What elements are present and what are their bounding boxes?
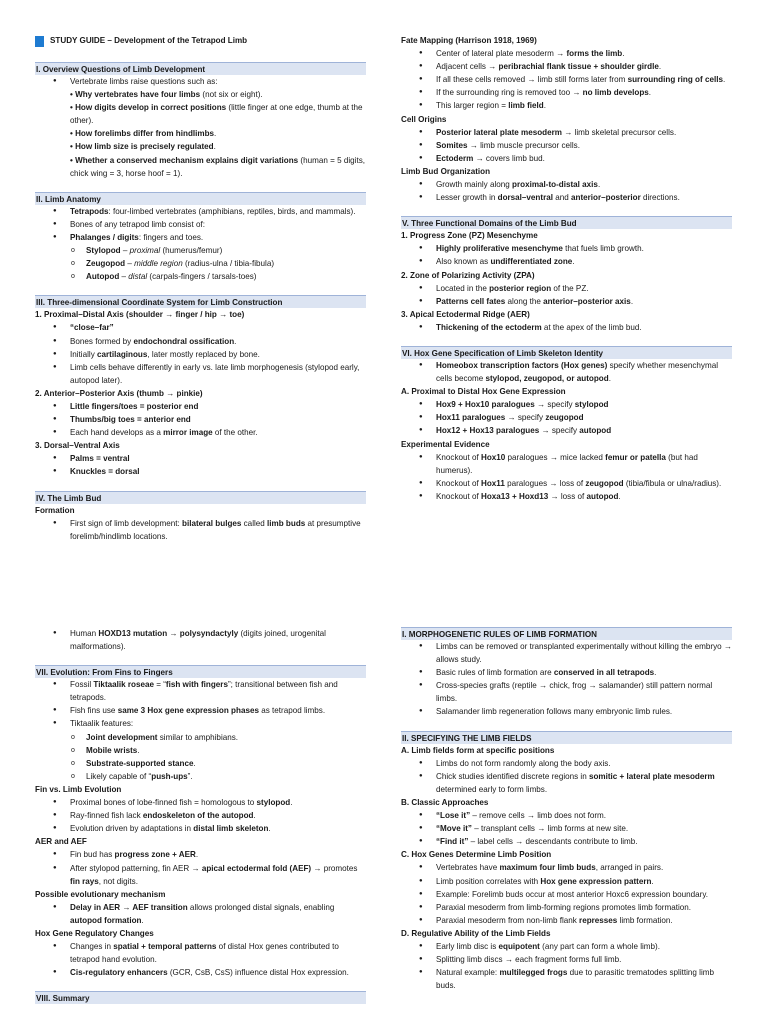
list-item: ● Fin bud has progress zone + AER. (53, 848, 366, 861)
list-subline: • Why vertebrates have four limbs (not six or eight). (70, 90, 263, 100)
spacer (401, 204, 732, 216)
list-item: ● Limbs can be removed or transplanted experimentally without killing the embryo → allows study. (419, 640, 732, 666)
subsection-heading: B. Classic Approaches (401, 797, 489, 807)
bullet-list (419, 321, 732, 334)
list-item: ● Knockout of Hox11 paralogues → loss of zeugopod (tibia/fibula or ulna/radius). (419, 477, 732, 490)
list-subline: • How limb size is precisely regulated. (70, 142, 216, 152)
sub-list-item: o Likely capable of “push-ups”. (71, 770, 366, 783)
bullet-list (419, 809, 732, 848)
subsection-heading: Fate Mapping (Harrison 1918, 1969) (401, 36, 537, 45)
bullet-list (419, 47, 732, 112)
subsection-heading: A. Proximal to Distal Hox Gene Expression (401, 387, 566, 397)
list-item: ● Tiktaalik features: (53, 717, 366, 730)
list-item: ● Also known as undifferentiated zone. (419, 255, 732, 268)
list-item: ● Vertebrate limbs raise questions such as: • Why vertebrates have four limbs (not six or eight). • How digits develop in correct positions (little finger at one edge, thumb at the other). • How forelimbs differ from hindlimbs. • How limb size is precisely regulated. • Whether a conserved mechanism explains digit variations (human = 5 digits, chick wing = 3, horse hoof = 1). (53, 75, 366, 180)
list-item: ● “Find it” – label cells → descendants contribute to limb. (419, 835, 732, 848)
list-item: ● Cross-species grafts (reptile → chick, frog → salamander) still pattern normal limbs. (419, 679, 732, 705)
list-item: ● Limbs do not form randomly along the body axis. (419, 757, 732, 770)
bullet-list (419, 282, 732, 308)
list-item: ● Somites → limb muscle precursor cells. (419, 139, 732, 152)
list-item: ● Lesser growth in dorsal–ventral and anterior–posterior directions. (419, 191, 732, 204)
column-bottom-left (35, 627, 366, 1004)
subsection-heading: 3. Apical Ectodermal Ridge (AER) (401, 309, 530, 319)
list-item: ● Hox11 paralogues → specify zeugopod (419, 411, 732, 424)
spacer (401, 334, 732, 346)
section-heading: V. Three Functional Domains of the Limb Bud (401, 216, 732, 229)
page-title (35, 34, 366, 48)
sub-list-item: o Substrate-supported stance. (71, 757, 366, 770)
sub-list-item: o Zeugopod – middle region (radius-ulna / tibia-fibula) (71, 257, 366, 270)
bullet-list (53, 940, 366, 979)
subsection-heading: Hox Gene Regulatory Changes (35, 928, 154, 938)
subsection-heading: D. Regulative Ability of the Limb Fields (401, 928, 551, 938)
bullet-list (53, 678, 366, 730)
list-item: ● Adjacent cells → peribrachial flank tissue + shoulder girdle. (419, 60, 732, 73)
list-item: ● Hox12 + Hox13 paralogues → specify autopod (419, 424, 732, 437)
section-heading: III. Three-dimensional Coordinate System for Limb Construction (35, 295, 366, 308)
list-item: ● Patterns cell fates along the anterior–posterior axis. (419, 295, 732, 308)
list-item: ● Little fingers/toes = posterior end (53, 400, 366, 413)
list-item: ● Fish fins use same 3 Hox gene expression phases as tetrapod limbs. (53, 704, 366, 717)
bullet-list (419, 398, 732, 437)
spacer (401, 719, 732, 731)
bullet-list (53, 517, 366, 543)
sub-bullet-list (71, 731, 366, 783)
subsection-heading: 3. Dorsal–Ventral Axis (35, 441, 120, 451)
list-subline: • How forelimbs differ from hindlimbs. (70, 129, 217, 139)
list-item: ● Early limb disc is equipotent (any part can form a whole limb). (419, 940, 732, 953)
bullet-list (419, 242, 732, 268)
sub-list-item: o Stylopod – proximal (humerus/femur) (71, 244, 366, 257)
column-bottom-right (401, 627, 732, 992)
bullet-list (53, 452, 366, 478)
list-item: ● Example: Forelimb buds occur at most anterior Hoxc6 expression boundary. (419, 888, 732, 901)
sub-list-item: o Mobile wrists. (71, 744, 366, 757)
subsection-heading: AER and AEF (35, 837, 87, 847)
list-item: ● Salamander limb regeneration follows many embryonic limb rules. (419, 705, 732, 718)
list-item: ● Thickening of the ectoderm at the apex of the limb bud. (419, 321, 732, 334)
spacer (35, 979, 366, 991)
list-item: ● Phalanges / digits: fingers and toes. (53, 231, 366, 244)
list-subline: • How digits develop in correct positions (little finger at one edge, thumb at the other). (70, 103, 363, 126)
spacer (35, 180, 366, 192)
page-title-text: STUDY GUIDE – Development of the Tetrapod Limb (50, 36, 248, 46)
bullet-list (419, 451, 732, 503)
subsection-heading: Fin vs. Limb Evolution (35, 784, 122, 794)
list-item: ● Changes in spatial + temporal patterns of distal Hox genes contributed to tetrapod hand evolution. (53, 940, 366, 966)
section-heading: VI. Hox Gene Specification of Limb Skeleton Identity (401, 346, 732, 359)
spacer (35, 283, 366, 295)
list-item: ● If all these cells removed → limb still forms later from surrounding ring of cells. (419, 73, 732, 86)
list-item: ● After stylopod patterning, fin AER → apical ectodermal fold (AEF) → promotes fin rays, not digits. (53, 862, 366, 888)
bullet-list (53, 205, 366, 244)
list-item: ● Bones formed by endochondral ossification. (53, 335, 366, 348)
column-top-right (401, 34, 732, 503)
bullet-list (53, 901, 366, 927)
section-heading: II. Limb Anatomy (35, 192, 366, 205)
bullet-list (419, 640, 732, 719)
list-item: ● Natural example: multilegged frogs due to parasitic trematodes splitting limb buds. (419, 966, 732, 992)
list-item: ● Limb cells behave differently in early vs. late limb morphogenesis (stylopod early, autopod later). (53, 361, 366, 387)
list-item: ● Paraxial mesoderm from limb-forming regions promotes limb formation. (419, 901, 732, 914)
list-item: ● Knockout of Hoxa13 + Hoxd13 → loss of autopod. (419, 490, 732, 503)
bullet-list (419, 757, 732, 796)
bullet-list (53, 400, 366, 439)
list-item: ● “Move it” – transplant cells → limb forms at new site. (419, 822, 732, 835)
list-item: ● Highly proliferative mesenchyme that fuels limb growth. (419, 242, 732, 255)
list-item: ● Paraxial mesoderm from non-limb flank represses limb formation. (419, 914, 732, 927)
list-item: ● Human HOXD13 mutation → polysyndactyly (digits joined, urogenital malformations). (53, 627, 366, 653)
spacer (35, 653, 366, 665)
subsection-heading: Limb Bud Organization (401, 166, 491, 176)
subsection-heading: 1. Progress Zone (PZ) Mesenchyme (401, 231, 538, 241)
column-top-left (35, 34, 366, 543)
title-marker-icon (35, 36, 44, 47)
spacer (35, 479, 366, 491)
section-heading: I. Overview Questions of Limb Development (35, 62, 366, 75)
sub-bullet-list (71, 244, 366, 283)
bullet-list (419, 359, 732, 385)
bullet-list (419, 861, 732, 926)
list-item: ● Growth mainly along proximal-to-distal axis. (419, 178, 732, 191)
subsection-heading: Cell Origins (401, 114, 447, 124)
subsection-heading: C. Hox Genes Determine Limb Position (401, 850, 552, 860)
list-item: ● Basic rules of limb formation are conserved in all tetrapods. (419, 666, 732, 679)
list-item: ● Ray-finned fish lack endoskeleton of the autopod. (53, 809, 366, 822)
subsection-heading: Formation (35, 505, 75, 515)
list-item: ● Located in the posterior region of the PZ. (419, 282, 732, 295)
sub-list-item: o Joint development similar to amphibians. (71, 731, 366, 744)
list-item: ● Splitting limb discs → each fragment forms full limb. (419, 953, 732, 966)
bullet-list (53, 75, 366, 180)
list-item: ● Limb position correlates with Hox gene expression pattern. (419, 875, 732, 888)
list-item: ● Knuckles = dorsal (53, 465, 366, 478)
list-item: ● Proximal bones of lobe-finned fish = homologous to stylopod. (53, 796, 366, 809)
list-item: ● Each hand develops as a mirror image of the other. (53, 426, 366, 439)
bullet-list (419, 126, 732, 165)
list-item: ● Vertebrates have maximum four limb buds, arranged in pairs. (419, 861, 732, 874)
section-heading: VII. Evolution: From Fins to Fingers (35, 665, 366, 678)
list-item: ● Cis-regulatory enhancers (GCR, CsB, CsS) influence distal Hox expression. (53, 966, 366, 979)
list-item: ● Knockout of Hox10 paralogues → mice lacked femur or patella (but had humerus). (419, 451, 732, 477)
bullet-list (53, 627, 366, 653)
subsection-heading: Experimental Evidence (401, 439, 490, 449)
section-heading: VIII. Summary (35, 991, 366, 1004)
list-item: ● Palms = ventral (53, 452, 366, 465)
subsection-heading: 2. Zone of Polarizing Activity (ZPA) (401, 270, 535, 280)
list-item: ● Chick studies identified discrete regions in somitic + lateral plate mesoderm determined early to form limbs. (419, 770, 732, 796)
list-item: ● Initially cartilaginous, later mostly replaced by bone. (53, 348, 366, 361)
list-item: ● If the surrounding ring is removed too → no limb develops. (419, 86, 732, 99)
list-item: ● Bones of any tetrapod limb consist of: (53, 218, 366, 231)
subsection-heading: Possible evolutionary mechanism (35, 889, 166, 899)
list-item: ● Fossil Tiktaalik roseae = “fish with fingers”; transitional between fish and tetrapods. (53, 678, 366, 704)
bullet-list (419, 940, 732, 992)
sub-list-item: o Autopod – distal (carpals-fingers / tarsals-toes) (71, 270, 366, 283)
bullet-list (53, 848, 366, 887)
section-heading: IV. The Limb Bud (35, 491, 366, 504)
bullet-list (419, 178, 732, 204)
list-item: ● Evolution driven by adaptations in distal limb skeleton. (53, 822, 366, 835)
list-item: ● Hox9 + Hox10 paralogues → specify stylopod (419, 398, 732, 411)
section-heading: I. MORPHOGENETIC RULES OF LIMB FORMATION (401, 627, 732, 640)
section-heading: II. SPECIFYING THE LIMB FIELDS (401, 731, 732, 744)
list-item: ● “Lose it” – remove cells → limb does not form. (419, 809, 732, 822)
bullet-list (53, 796, 366, 835)
list-item: ● Center of lateral plate mesoderm → forms the limb. (419, 47, 732, 60)
subsection-heading: 1. Proximal–Distal Axis (shoulder → finger / hip → toe) (35, 310, 245, 320)
list-subline: • Whether a conserved mechanism explains digit variations (human = 5 digits, chick wing = 3, horse hoof = 1). (70, 155, 365, 178)
list-item: ● Delay in AER → AEF transition allows prolonged distal signals, enabling autopod formation. (53, 901, 366, 927)
subsection-heading: A. Limb fields form at specific positions (401, 745, 555, 755)
subsection-heading: 2. Anterior–Posterior Axis (thumb → pinkie) (35, 388, 203, 398)
list-item: ● Tetrapods: four-limbed vertebrates (amphibians, reptiles, birds, and mammals). (53, 205, 366, 218)
list-item: ● Thumbs/big toes = anterior end (53, 413, 366, 426)
list-item: ● Homeobox transcription factors (Hox genes) specify whether mesenchymal cells become stylopod, zeugopod, or autopod. (419, 359, 732, 385)
list-item: ● Ectoderm → covers limb bud. (419, 152, 732, 165)
bullet-list (53, 321, 366, 386)
list-item: ● “close–far” (53, 321, 366, 334)
list-item: ● Posterior lateral plate mesoderm → limb skeletal precursor cells. (419, 126, 732, 139)
list-item: ● First sign of limb development: bilateral bulges called limb buds at presumptive forelimb/hindlimb locations. (53, 517, 366, 543)
list-item: ● This larger region = limb field. (419, 99, 732, 112)
